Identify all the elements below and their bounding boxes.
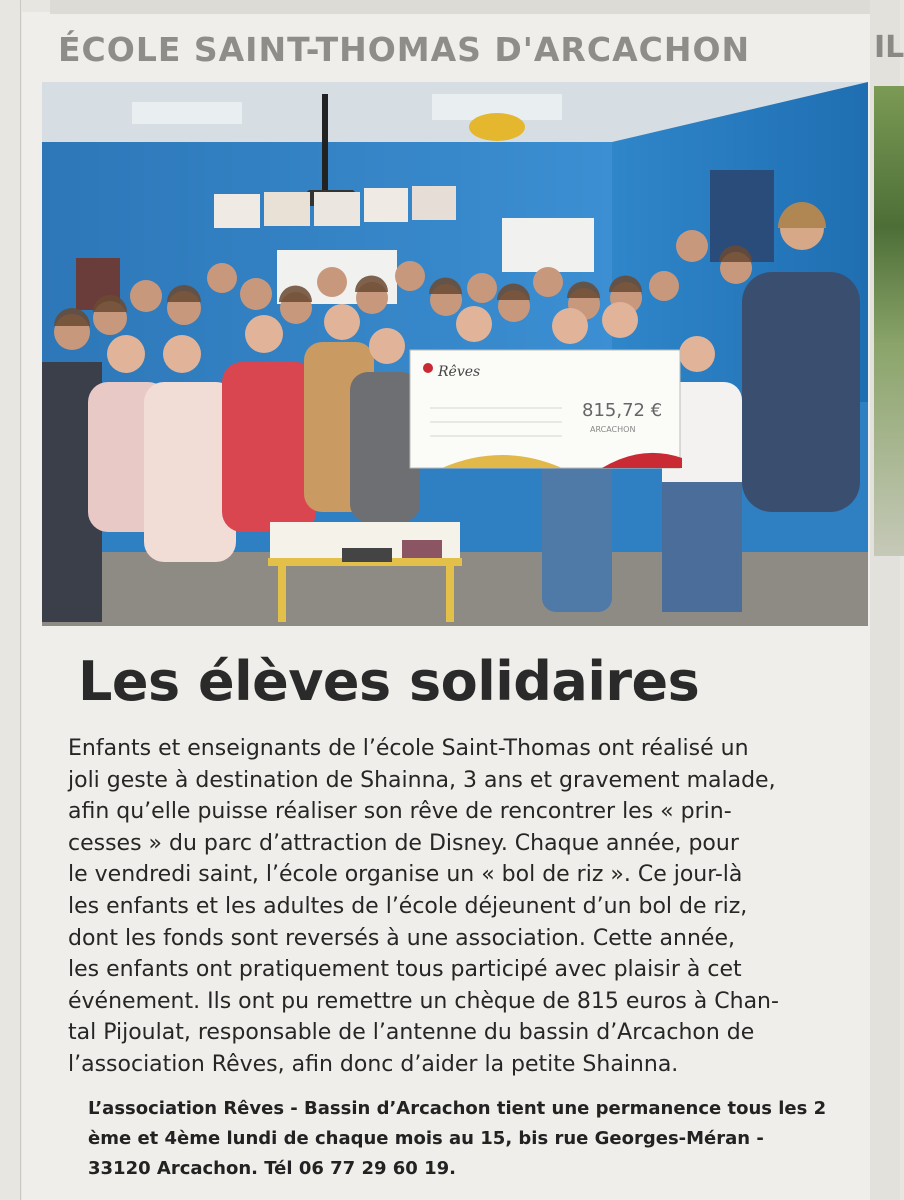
body-line: les enfants et les adultes de l’école déjeunent d’un bol de riz, <box>68 893 748 919</box>
body-line: joli geste à destination de Shainna, 3 ans et gravement malade, <box>68 767 776 793</box>
cheque-logo: Rêves <box>438 364 481 380</box>
info-line: L’association Rêves - Bassin d’Arcachon tient une permanence tous les 2 <box>88 1098 827 1119</box>
red-jacket <box>222 362 316 532</box>
adjacent-photo <box>874 86 904 556</box>
page-edge <box>20 0 21 1200</box>
section-header: ÉCOLE SAINT-THOMAS D'ARCACHON <box>58 30 751 69</box>
toy-car <box>469 113 525 141</box>
body-line: cesses » du parc d’attraction de Disney. Chaque année, pour <box>68 830 739 856</box>
article-body <box>68 733 868 1081</box>
info-line: 33120 Arcachon. Tél 06 77 29 60 19. <box>88 1158 456 1179</box>
body-line: Enfants et enseignants de l’école Saint-Thomas ont réalisé un <box>68 736 749 761</box>
adjacent-column <box>870 0 904 1200</box>
adjacent-title: IL <box>874 30 904 65</box>
cheque <box>410 350 682 468</box>
cheque-amount: 815,72 € <box>582 400 663 421</box>
body-line: les enfants ont pratiquement tous participé avec plaisir à cet <box>68 957 742 983</box>
body-line: événement. Ils ont pu remettre un chèque de 815 euros à Chan- <box>68 988 779 1014</box>
body-line: afin qu’elle puisse réaliser son rêve de rencontrer les « prin- <box>68 799 732 825</box>
article-headline: Les élèves solidaires <box>78 650 700 713</box>
body-line: dont les fonds sont reversés à une association. Cette année, <box>68 925 735 951</box>
body-line: le vendredi saint, l’école organise un « bol de riz ». Ce jour-là <box>68 862 743 888</box>
teacher-dress <box>742 272 860 512</box>
body-line: l’association Rêves, afin donc d’aider la petite Shainna. <box>68 1051 679 1077</box>
article-photo <box>42 82 868 626</box>
article-info <box>88 1094 868 1184</box>
info-line: ème et 4ème lundi de chaque mois au 15, bis rue Georges-Méran - <box>88 1128 764 1149</box>
top-strip <box>50 0 880 14</box>
body-line: tal Pijoulat, responsable de l’antenne du bassin d’Arcachon de <box>68 1020 755 1046</box>
cheque-city: ARCACHON <box>590 425 636 434</box>
